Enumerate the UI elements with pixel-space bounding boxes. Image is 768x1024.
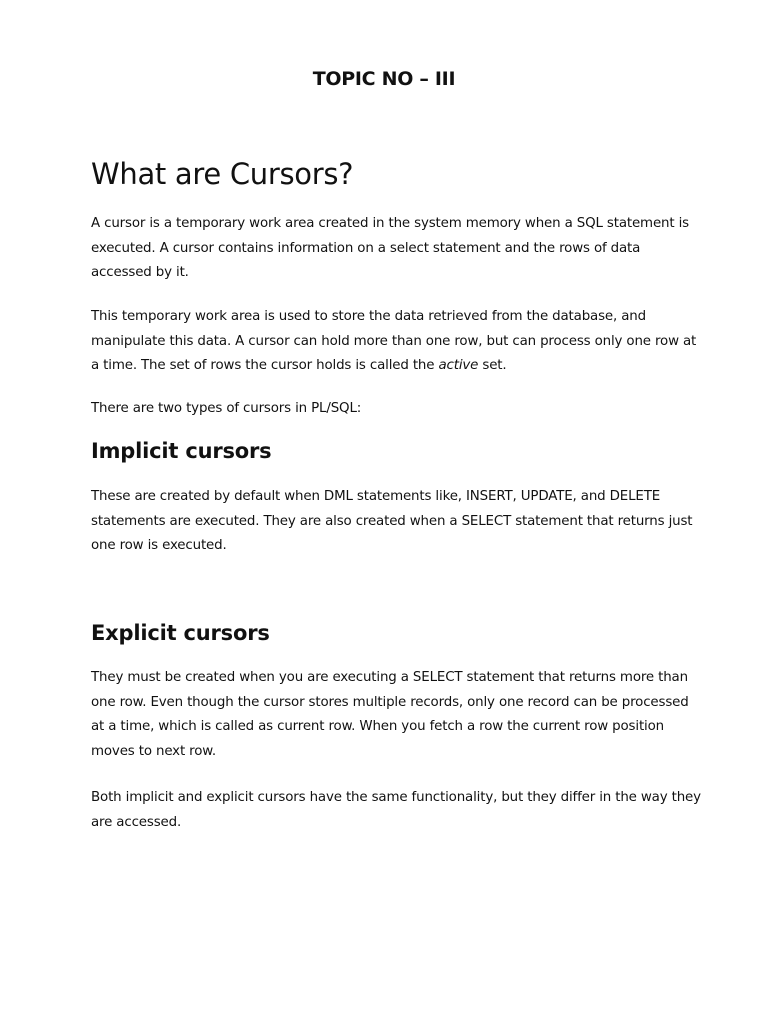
- intro-paragraph-1: A cursor is a temporary work area created in the system memory when a SQL statement is executed. A cursor contains information on a select statement and the rows of data accessed by it.: [91, 216, 689, 281]
- intro-paragraph-2-text: This temporary work area is used to store the data retrieved from the database, and manipulate this data. A cursor can hold more than one row, but can process only one row at a time. The set of rows the cursor holds is called the: [91, 309, 697, 374]
- implicit-cursors-heading: Implicit cursors: [91, 439, 272, 463]
- intro-paragraph-2: [91, 305, 701, 379]
- implicit-cursors-paragraph: These are created by default when DML statements like, INSERT, UPDATE, and DELETE statements are executed. They are also created when a SELECT statement that returns just one row is executed.: [91, 489, 693, 554]
- explicit-cursors-paragraph: They must be created when you are executing a SELECT statement that returns more than one row. Even though the cursor stores multiple records, only one record can be processed at a time, which is called as current row. When you fetch a row the current row position moves to next row.: [91, 670, 689, 760]
- closing-paragraph: Both implicit and explicit cursors have the same functionality, but they differ in the way they are accessed.: [91, 790, 701, 830]
- intro-paragraph-3: There are two types of cursors in PL/SQL:: [91, 401, 362, 416]
- active-emphasis: active: [438, 358, 479, 374]
- topic-heading: TOPIC NO – III: [312, 68, 456, 90]
- explicit-cursors-heading: Explicit cursors: [91, 621, 270, 645]
- intro-paragraph-2-end: set.: [478, 358, 507, 374]
- page-title: What are Cursors?: [91, 157, 354, 191]
